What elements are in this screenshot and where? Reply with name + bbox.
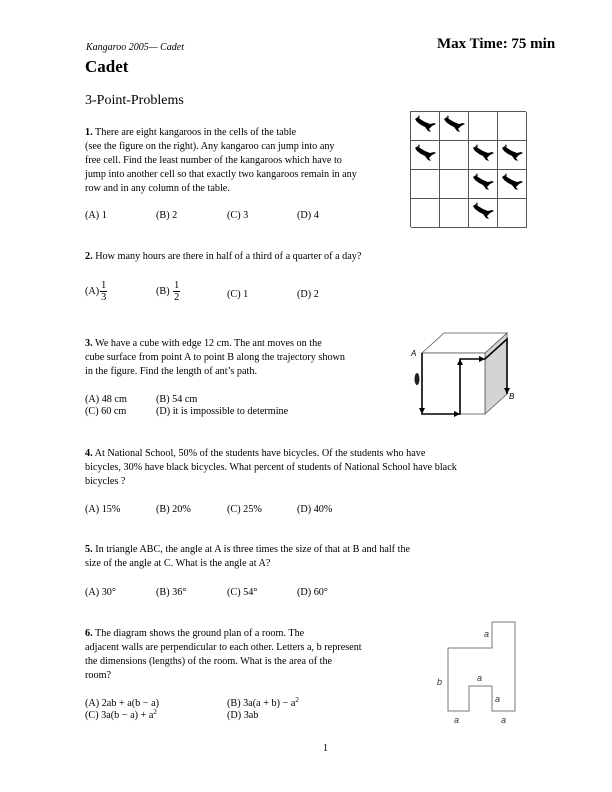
grid-cell: [469, 170, 498, 199]
section-heading: 3-Point-Problems: [85, 93, 184, 108]
kangaroo-icon: [442, 115, 466, 138]
kangaroo-icon: [471, 173, 495, 196]
problem-number: 2.: [85, 251, 93, 262]
svg-text:a: a: [454, 715, 460, 725]
option-b: (B) $3a(a + b) - a^2$: [227, 696, 299, 709]
kangaroo-icon: [471, 144, 495, 167]
option-c: (C) $3a(b - a) + a^2$: [85, 708, 157, 721]
option-d: (D) 40%: [297, 504, 333, 515]
option-b: (B) 2: [156, 210, 178, 221]
problem-1-text: 1. There are eight kangaroos in the cells of the table (see the figure on the right). Any kangaroo can jump into any free cell. Find the least number of the kangaroos which have to jump into another cell so that exactly two kangaroos remain in any row and in any column of the table.: [85, 127, 357, 194]
svg-text:a: a: [484, 629, 490, 639]
svg-text:a: a: [501, 715, 507, 725]
problem-number: 6.: [85, 628, 93, 639]
grid-cell: [411, 141, 440, 170]
svg-text:b: b: [437, 677, 443, 687]
cube-figure: [400, 325, 530, 420]
kangaroo-icon: [413, 144, 437, 167]
problem-6-text: 6. The diagram shows the ground plan of a room. The adjacent walls are perpendicular to each other. Letters a, b represent the dimensions (lengths) of the room. What is the area of the room?: [85, 628, 362, 681]
grid-cell: [469, 112, 498, 141]
page-title: Cadet: [85, 57, 129, 76]
grid-cell: [469, 141, 498, 170]
option-b: (B) 36°: [156, 587, 187, 598]
running-header: Kangaroo 2005— Cadet: [86, 42, 184, 53]
ant-icon: [415, 373, 420, 385]
svg-text:a: a: [477, 673, 483, 683]
floor-plan-figure: [425, 615, 535, 730]
option-a: (A) $\frac{1}{3}$: [85, 280, 107, 303]
option-b: (B) 54 cm: [156, 394, 198, 405]
option-d: (D) 2: [297, 289, 319, 300]
problem-number: 3.: [85, 338, 93, 349]
problem-3-text: 3. We have a cube with edge 12 cm. The ant moves on the cube surface from point A to point B along the trajectory shown in the figure. Find the length of ant’s path.: [85, 338, 346, 377]
option-b: (B) 20%: [156, 504, 191, 515]
option-c: (C) 1: [227, 289, 249, 300]
problem-2-text: 2. How many hours are there in half of a third of a quarter of a day?: [85, 251, 362, 262]
option-c: (C) 54°: [227, 587, 258, 598]
option-c: (C) 25%: [227, 504, 262, 515]
grid-cell: [440, 141, 469, 170]
option-c: (C) 3: [227, 210, 249, 221]
label-a: A: [411, 349, 417, 358]
svg-text:a: a: [495, 694, 501, 704]
option-b: (B) $\frac{1}{2}$: [156, 280, 180, 303]
fraction: $\frac{1}{2}$: [174, 280, 180, 303]
grid-cell: [498, 141, 527, 170]
option-d: (D) 3ab: [227, 710, 259, 721]
option-a: (A) 30°: [85, 587, 116, 598]
kangaroo-grid-figure: [410, 111, 526, 227]
option-d: (D) it is impossible to determine: [156, 406, 289, 417]
problem-5-text: 5. In triangle ABC, the angle at A is three times the size of that at B and half the size of the angle at C. What is the angle at A?: [85, 544, 411, 569]
max-time: Max Time: 75 min: [437, 36, 556, 52]
option-a: (A) 48 cm: [85, 394, 127, 405]
grid-cell: [411, 112, 440, 141]
grid-cell: [498, 170, 527, 199]
kangaroo-icon: [471, 202, 495, 225]
problem-number: 4.: [85, 448, 93, 459]
grid-cell: [469, 199, 498, 228]
grid-cell: [440, 199, 469, 228]
option-d: (D) 60°: [297, 587, 328, 598]
grid-cell: [440, 170, 469, 199]
option-a: (A) 2ab + a(b − a): [85, 698, 159, 709]
label-b: B: [509, 392, 515, 401]
option-d: (D) 4: [297, 210, 319, 221]
option-c: (C) 60 cm: [85, 406, 127, 417]
page-number: 1: [323, 743, 328, 754]
problem-number: 1.: [85, 127, 93, 138]
kangaroo-icon: [500, 173, 524, 196]
option-a: (A) 1: [85, 210, 107, 221]
fraction: $\frac{1}{3}$: [101, 280, 107, 303]
option-a: (A) 15%: [85, 504, 121, 515]
kangaroo-icon: [413, 115, 437, 138]
kangaroo-icon: [500, 144, 524, 167]
grid-cell: [498, 199, 527, 228]
grid-cell: [411, 170, 440, 199]
grid-cell: [498, 112, 527, 141]
problem-number: 5.: [85, 544, 93, 555]
grid-cell: [411, 199, 440, 228]
problem-4-text: 4. At National School, 50% of the students have bicycles. Of the students who have bicycles, 30% have black bicycles. What percent of students of National School have black bicycles ?: [85, 448, 457, 487]
grid-cell: [440, 112, 469, 141]
